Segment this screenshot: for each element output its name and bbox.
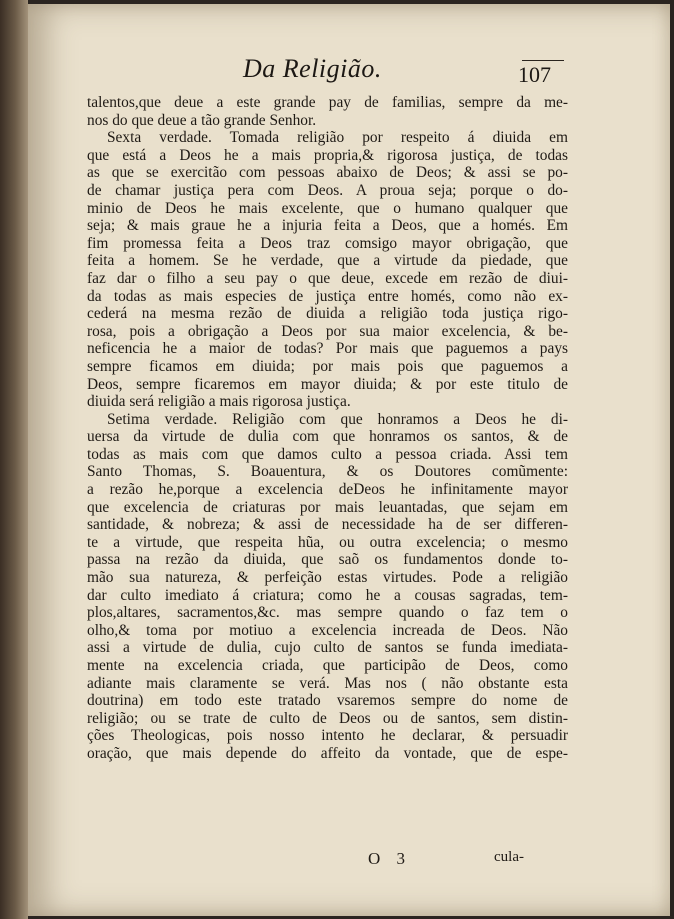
- text-line: mente na excelencia criada, que participão de Deos, como: [87, 657, 568, 674]
- page-number: 107: [518, 62, 551, 87]
- text-line: que está a Deos he a mais propria,& rigorosa justiça, de todas: [87, 146, 568, 164]
- text-line: diuida será religião a mais rigorosa justiça.: [87, 393, 351, 411]
- text-line: passa na rezão da diuida, que saõ os fundamentos donde to-: [87, 551, 568, 569]
- text-line: oração, que mais depende do affeito da vontade, que de espe-: [87, 744, 568, 762]
- text-line: nos do que deue a tão grande Senhor.: [87, 111, 317, 129]
- text-line: Santo Thomas, S. Boauentura, & os Doutores comũmente:: [87, 463, 568, 481]
- page-footer: [28, 849, 670, 869]
- text-line: todas as mais com que damos culto a pessoa criada. Assi tem: [87, 445, 568, 463]
- text-line: de chamar justiça pera com Deos. A proua seja; porque o do-: [87, 181, 568, 199]
- body-text: [87, 94, 568, 763]
- text-line: Sexta verdade. Tomada religião por respeito á diuida em: [107, 129, 568, 147]
- text-line: faz dar o filho a seu pay o que deue, excede em rezão de diui-: [87, 269, 568, 287]
- text-line: assi a virtude de dulia, cujo culto de santos se funda imediata-: [87, 639, 568, 657]
- text-line: olho,& toma por motiuo a excelencia increada de Deos. Não: [87, 621, 568, 639]
- text-line: santidade, & nobreza; & assi de necessidade ha de ser differen-: [87, 516, 568, 534]
- text-line: que excelencia de criaturas por mais leuantadas, que sejam em: [87, 498, 568, 516]
- running-title: Da Religião.: [243, 54, 382, 83]
- text-line: cederá na mesma rezão de diuida a religião toda justiça rigo-: [87, 305, 568, 323]
- text-line: dar culto imediato á criatura; como he a cousas sagradas, tem-: [87, 586, 568, 604]
- text-line: ções Theologicas, pois nosso intento he declarar, & persuadir: [87, 727, 568, 745]
- catchword: cula-: [494, 849, 524, 865]
- text-line: seja; & mais graue he a injuria feita a Deos, que a homés. Em: [87, 217, 568, 235]
- text-line: minio de Deos he mais excelente, que o humano qualquer que: [87, 199, 568, 217]
- text-line: Setima verdade. Religião com que honramos a Deos he di-: [107, 410, 568, 428]
- text-line: da todas as mais especies de justiça entre homés, como não ex-: [87, 287, 568, 305]
- text-line: sempre ficamos em diuida; por mais pois que paguemos a: [87, 357, 568, 375]
- text-line: doutrina) em todo este tratado vsaremos sempre do nome de: [87, 692, 568, 710]
- text-line: rosa, pois a obrigação a Deos por sua maior excelencia, & be-: [87, 322, 568, 340]
- text-line: neficencia he a maior de todas? Por mais que paguemos a pays: [87, 340, 568, 358]
- signature-mark: O 3: [368, 849, 412, 868]
- text-line: uersa da virtude de dulia com que honramos os santos, & de: [87, 428, 568, 446]
- text-line: plos,altares, sacramentos,&c. mas sempre quando o faz tem o: [87, 604, 568, 622]
- text-line: adiante mais claramente se verá. Mas nos ( não obstante esta: [87, 674, 568, 692]
- text-line: religião; ou se trate de culto de Deos ou de santos, sem distin-: [87, 709, 568, 727]
- text-line: mão sua natureza, & perfeição estas virtudes. Pode a religião: [87, 569, 568, 587]
- text-line: a rezão he,porque a excelencia deDeos he infinitamente mayor: [87, 481, 568, 499]
- text-line: feita a homem. Se he verdade, que a virtude da piedade, que: [87, 252, 568, 270]
- text-line: as que se exercitão com pessoas abaixo de Deos; & assi se po-: [87, 164, 568, 182]
- book-gutter: [0, 0, 28, 919]
- text-line: te a virtude, que respeita hũa, ou outra excelencia; o mesmo: [87, 533, 568, 551]
- book-page: [28, 4, 670, 916]
- text-line: talentos,que deue a este grande pay de familias, sempre da me-: [87, 94, 568, 111]
- text-line: Deos, sempre ficaremos em mayor diuida; & por este titulo de: [87, 375, 568, 393]
- text-line: fim promessa feita a Deos traz comsigo mayor obrigação, que: [87, 234, 568, 252]
